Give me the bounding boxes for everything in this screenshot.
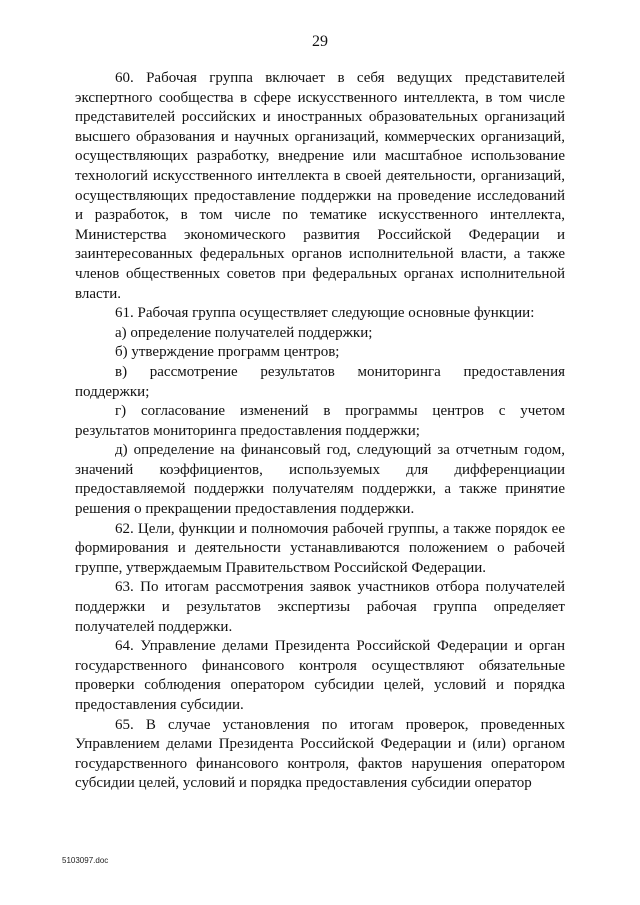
page-number: 29 [312,33,328,50]
file-code-footer: 5103097.doc [62,856,109,865]
list-item-v: в) рассмотрение результатов мониторинга предоставления поддержки; [75,363,565,400]
paragraph-61: 61. Рабочая группа осуществляет следующие основные функции: [115,305,535,322]
paragraph-62: 62. Цели, функции и полномочия рабочей группы, а также порядок ее формирования и деятельности устанавливаются положением о рабочей группе, утверждаемым Правительством Российской Федерации. [75,520,565,576]
list-item-g: г) согласование изменений в программы центров с учетом результатов мониторинга предоставления поддержки; [75,403,565,439]
list-item-d: д) определение на финансовый год, следующий за отчетным годом, значений коэффициентов, используемых для дифференциации предоставляемой поддержки получателям поддержки, а также принятие решения о прекращении предоставления поддержки. [75,442,565,518]
document-body [75,69,565,794]
list-item-a: а) определение получателей поддержки; [115,324,373,341]
paragraph-63: 63. По итогам рассмотрения заявок участников отбора получателей поддержки и результатов экспертизы рабочая группа определяет получателей поддержки. [75,579,565,635]
paragraph-60: 60. Рабочая группа включает в себя ведущих представителей экспертного сообщества в сфере искусственного интеллекта, в том числе представителей российских и иностранных образовательных организаций высшего образования и научных организаций, коммерческих организаций, осуществляющих разработку, внедрение или масштабное использование технологий искусственного интеллекта в своей деятельности, организаций, осуществляющих предоставление поддержки на проведение исследований и разработок, в том числе по тематике искусственного интеллекта, Министерства экономического развития Российской Федерации и заинтересованных федеральных органов исполнительной власти, а также членов общественных советов при федеральных органах исполнительной власти. [75,70,565,302]
paragraph-64: 64. Управление делами Президента Российской Федерации и орган государственного финансового контроля осуществляют обязательные проверки соблюдения оператором субсидии целей, условий и порядка предоставления субсидии. [75,638,565,713]
paragraph-65: 65. В случае установления по итогам проверок, проведенных Управлением делами Президента Российской Федерации и (или) органом государственного финансового контроля, фактов нарушения оператором субсидии целей, условий и порядка предоставления субсидии оператор [75,716,565,792]
list-item-b: б) утверждение программ центров; [115,344,340,361]
